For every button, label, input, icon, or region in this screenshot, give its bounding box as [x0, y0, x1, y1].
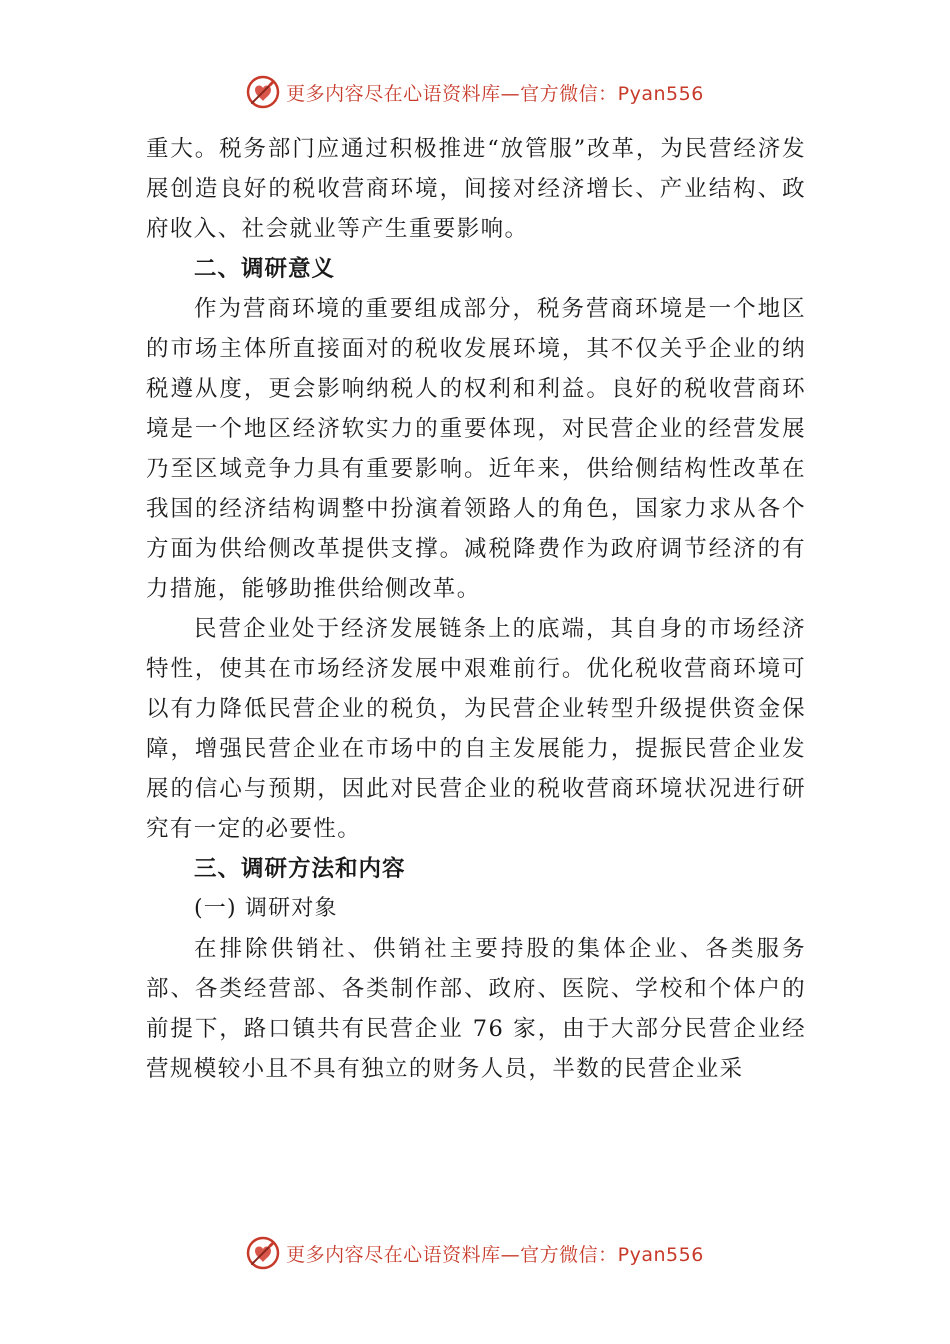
paragraph-research-subjects: 在排除供销社、供销社主要持股的集体企业、各类服务部、各类经营部、各类制作部、政府、医院、学校和个体户的前提下，路口镇共有民营企业 76 家，由于大部分民营企业经营规模较小且不具有独立的财务人员，半数的民营企业采 — [146, 936, 806, 1082]
banner-text: 更多内容尽在心语资料库—官方微信：Pyan556 — [286, 82, 704, 105]
paragraph-significance-2: 民营企业处于经济发展链条上的底端，其自身的市场经济特性，使其在市场经济发展中艰难前行。优化税收营商环境可以有力降低民营企业的税负，为民营企业转型升级提供资金保障，增强民营企业在市场中的自主发展能力，提振民营企业发展的信心与预期，因此对民营企业的税收营商环境状况进行研究有一定的必要性。 — [146, 616, 806, 842]
banner-text: 更多内容尽在心语资料库—官方微信：Pyan556 — [286, 1243, 704, 1266]
paragraph-continuation: 重大。税务部门应通过积极推进“放管服”改革，为民营经济发展创造良好的税收营商环境，间接对经济增长、产业结构、政府收入、社会就业等产生重要影响。 — [146, 136, 806, 242]
heart-pen-logo-icon — [246, 1236, 280, 1270]
paragraph-significance-1: 作为营商环境的重要组成部分，税务营商环境是一个地区的市场主体所直接面对的税收发展环境，其不仅关乎企业的纳税遵从度，更会影响纳税人的权利和利益。良好的税收营商环境是一个地区经济软实力的重要体现，对民营企业的经营发展乃至区域竞争力具有重要影响。近年来，供给侧结构性改革在我国的经济结构调整中扮演着领路人的角色，国家力求从各个方面为供给侧改革提供支撑。减税降费作为政府调节经济的有力措施，能够助推供给侧改革。 — [146, 296, 806, 602]
document-body — [146, 129, 806, 1089]
section-heading-research-significance: 二、调研意义 — [194, 256, 336, 282]
header-banner — [0, 72, 950, 112]
heart-pen-logo-icon — [246, 75, 280, 109]
subsection-heading-research-subjects: (一) 调研对象 — [194, 896, 338, 921]
section-heading-methods: 三、调研方法和内容 — [194, 856, 406, 882]
footer-banner — [0, 1233, 950, 1273]
